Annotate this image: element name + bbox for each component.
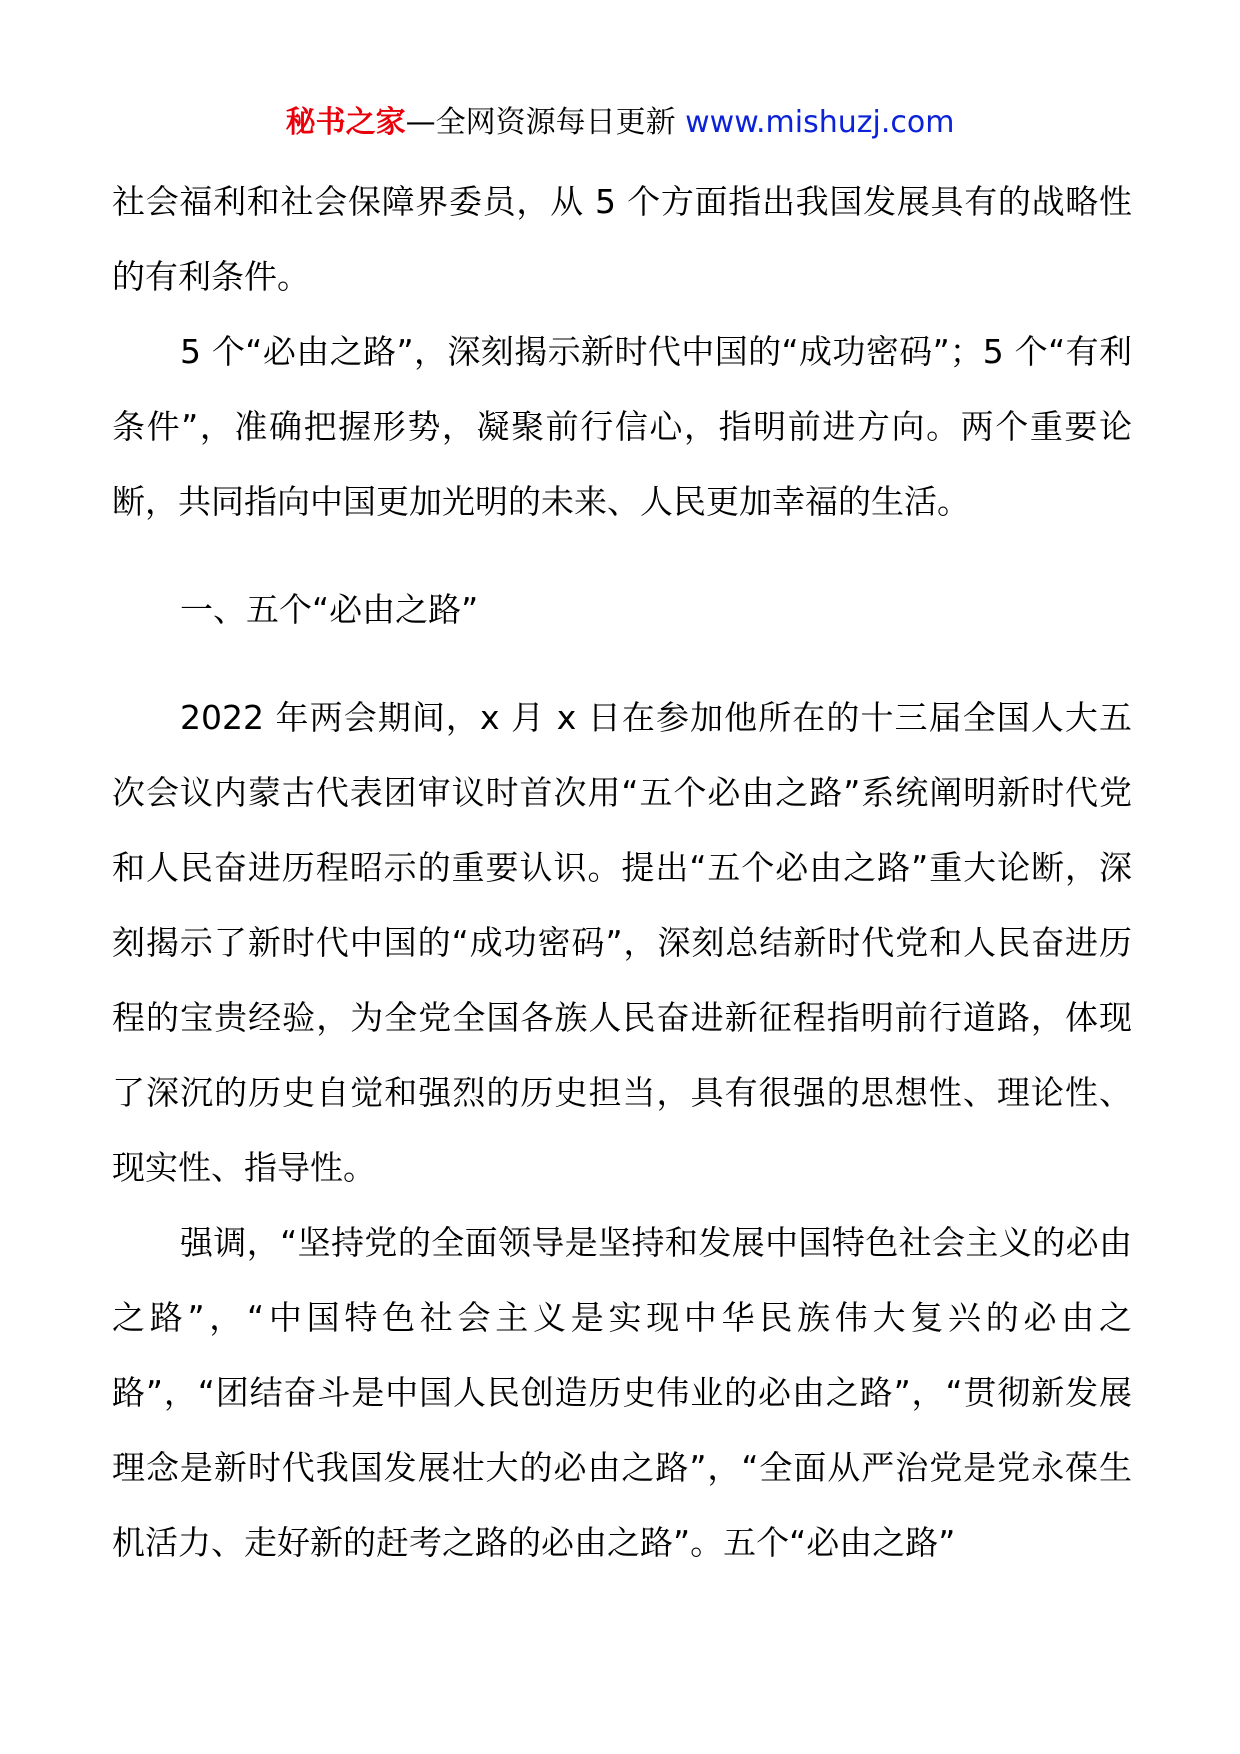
site-url[interactable]: www.mishuzj.com (685, 105, 955, 140)
brand-name: 秘书之家 (285, 105, 406, 140)
document-body (112, 164, 1132, 1580)
paragraph-body: 2022 年两会期间，x 月 x 日在参加他所在的十三届全国人大五次会议内蒙古代表团审议时首次用“五个必由之路”系统阐明新时代党和人民奋进历程昭示的重要认识。提出“五个必由之路”重大论断，深刻揭示了新时代中国的“成功密码”，深刻总结新时代党和人民奋进历程的宝贵经验，为全党全国各族人民奋进新征程指明前行道路，体现了深沉的历史自觉和强烈的历史担当，具有很强的思想性、理论性、现实性、指导性。 (112, 698, 1132, 1187)
page-header (0, 103, 1240, 143)
paragraph-summary: 5 个“必由之路”，深刻揭示新时代中国的“成功密码”；5 个“有利条件”，准确把握形势，凝聚前行信心，指明前进方向。两个重要论断，共同指向中国更加光明的未来、人民更加幸福的生活。 (112, 332, 1132, 521)
paragraph-body: 强调，“坚持党的全面领导是坚持和发展中国特色社会主义的必由之路”，“中国特色社会主义是实现中华民族伟大复兴的必由之路”，“团结奋斗是中国人民创造历史伟业的必由之路”，“贯彻新发展理念是新时代我国发展壮大的必由之路”，“全面从严治党是党永葆生机活力、走好新的赶考之路的必由之路”。五个“必由之路” (112, 1223, 1132, 1562)
section-heading: 一、五个“必由之路” (180, 590, 479, 629)
header-tagline: —全网资源每日更新 (405, 105, 686, 140)
paragraph-continuation: 社会福利和社会保障界委员，从 5 个方面指出我国发展具有的战略性的有利条件。 (112, 182, 1132, 296)
